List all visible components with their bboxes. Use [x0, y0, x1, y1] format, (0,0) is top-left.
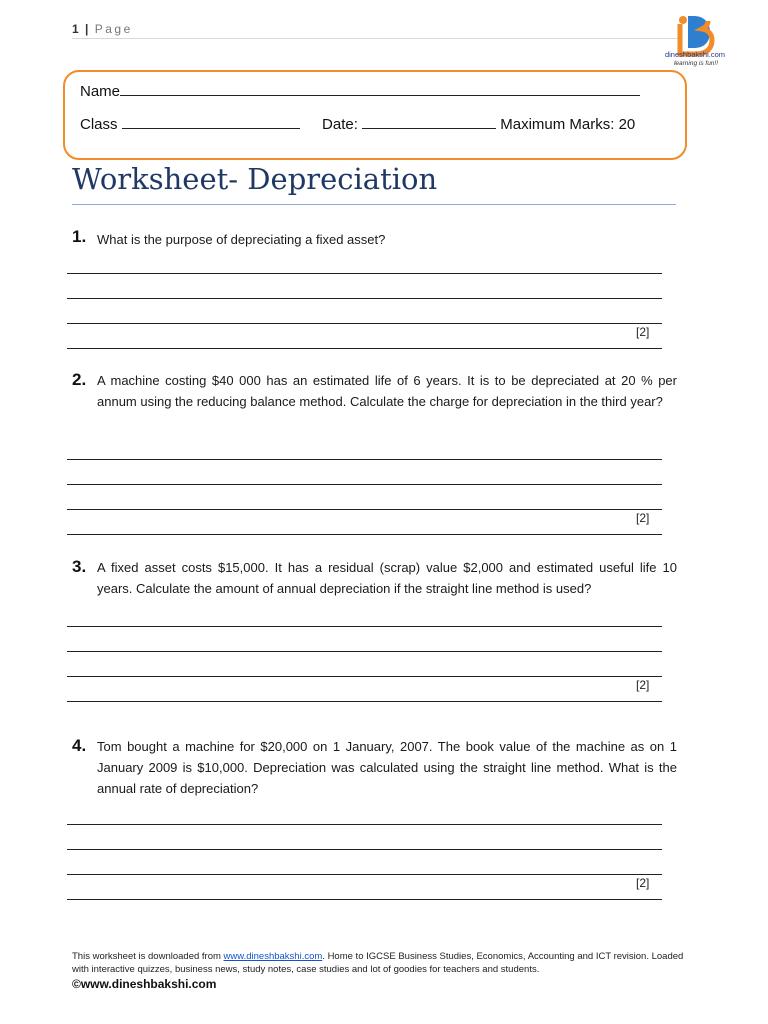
question-4-marks: [2]	[636, 876, 650, 890]
answer-line[interactable]	[67, 348, 662, 349]
page-title: Worksheet- Depreciation	[72, 162, 438, 196]
answer-line[interactable]	[67, 273, 662, 274]
name-row	[80, 81, 640, 100]
question-1-number: 1.	[72, 227, 87, 246]
answer-line[interactable]	[67, 849, 662, 850]
question-2-text: A machine costing $40 000 has an estimated life of 6 years. It is to be depreciated at 20 % per annum using the reducing balance method. Calculate the charge for depreciation in the third year?	[97, 373, 677, 409]
question-1-text: What is the purpose of depreciating a fixed asset?	[97, 232, 386, 247]
question-4-text: Tom bought a machine for $20,000 on 1 January, 2007. The book value of the machine as on 1 January 2009 is $10,000. Depreciation was calculated using the straight line method. What is the annual rate of depreciation?	[97, 739, 677, 796]
max-marks: Maximum Marks: 20	[500, 116, 636, 133]
page-label: Page	[94, 22, 133, 36]
answer-line[interactable]	[67, 701, 662, 702]
question-3-text: A fixed asset costs $15,000. It has a residual (scrap) value $2,000 and estimated useful life 10 years. Calculate the amount of annual depreciation if the straight line method is used?	[97, 560, 677, 596]
answer-line[interactable]	[67, 298, 662, 299]
question-3-marks: [2]	[636, 678, 650, 692]
logo-tagline: learning is fun!!	[673, 60, 719, 67]
footer-link[interactable]: www.dineshbakshi.com	[223, 951, 323, 962]
title-divider	[72, 204, 676, 205]
answer-line[interactable]	[67, 509, 662, 510]
answer-line[interactable]	[67, 459, 662, 460]
question-1-marks: [2]	[636, 325, 650, 339]
question-2-marks: [2]	[636, 511, 650, 525]
date-blank[interactable]	[362, 114, 496, 129]
page-number: 1	[72, 22, 79, 36]
name-label: Name	[80, 83, 121, 100]
answer-line[interactable]	[67, 824, 662, 825]
header-divider	[72, 38, 682, 39]
footer-rest: . Home to IGCSE Business Studies, Economics, Accounting and ICT revision. Loaded with interactive quizzes, business news, study notes, case studies and lot of goodies for teachers and students.	[72, 951, 684, 975]
answer-line[interactable]	[67, 484, 662, 485]
class-row	[80, 114, 635, 133]
class-blank[interactable]	[122, 114, 300, 129]
answer-line[interactable]	[67, 676, 662, 677]
class-label: Class	[80, 116, 118, 133]
page-header	[72, 22, 133, 36]
answer-line[interactable]	[67, 323, 662, 324]
answer-line[interactable]	[67, 626, 662, 627]
answer-line[interactable]	[67, 874, 662, 875]
copyright: ©www.dineshbakshi.com	[72, 977, 217, 991]
question-4-number: 4.	[72, 736, 87, 755]
name-blank[interactable]	[120, 81, 640, 96]
answer-line[interactable]	[67, 534, 662, 535]
answer-line[interactable]	[67, 899, 662, 900]
question-2-number: 2.	[72, 370, 87, 389]
question-3-number: 3.	[72, 557, 87, 576]
logo-site-text: dineshbakshi.com	[664, 50, 726, 59]
date-label: Date:	[322, 116, 358, 133]
footer-note	[72, 950, 692, 976]
footer-intro: This worksheet is downloaded from	[72, 951, 224, 962]
answer-line[interactable]	[67, 651, 662, 652]
page-separator: |	[85, 22, 89, 36]
